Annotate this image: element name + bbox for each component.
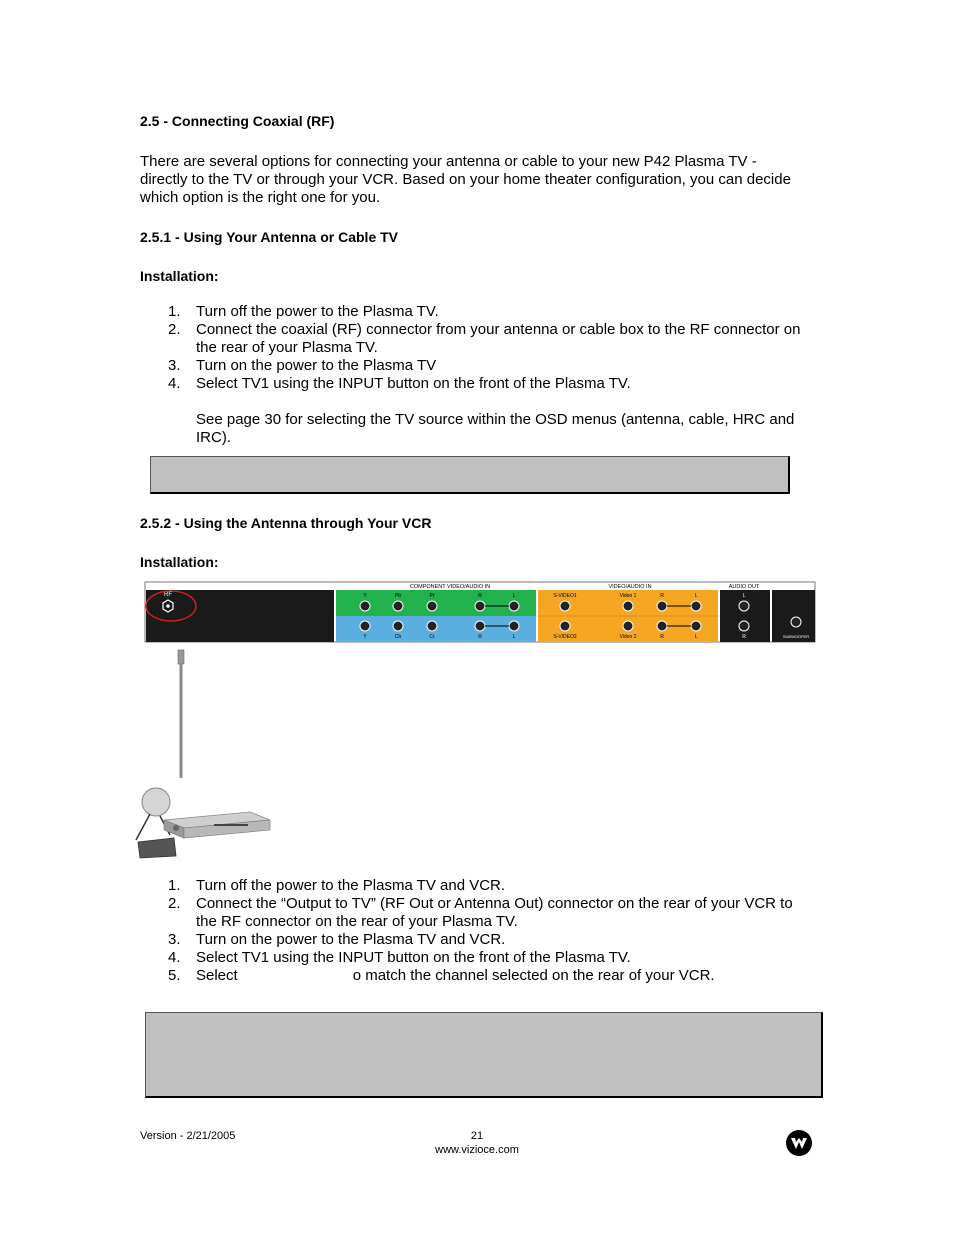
section-intro: There are several options for connecting your antenna or cable to your new P42 Plasma TV - directly to the TV or through your VCR. Based on your home theater configuration, you can decide which option is the right one for you. <box>140 153 791 206</box>
osd-note: See page 30 for selecting the TV source within the OSD menus (antenna, cable, HRC and IRC). <box>196 411 795 446</box>
list-item: 2. Connect the coaxial (RF) connector from your antenna or cable box to the RF connector on the rear of your Plasma TV. <box>168 321 801 356</box>
list-item: 2. Connect the “Output to TV” (RF Out or Antenna Out) connector on the rear of your VCR to the RF connector on the rear of your Plasma TV. <box>168 895 793 930</box>
component-title: COMPONENT VIDEO/AUDIO IN <box>409 584 491 590</box>
list-item: 1. Turn off the power to the Plasma TV and VCR. <box>168 877 506 894</box>
svg-text:Cr: Cr <box>429 634 435 640</box>
section-heading: 2.5 - Connecting Coaxial (RF) <box>140 113 335 129</box>
rf-label: RF <box>164 592 172 598</box>
svg-text:Y: Y <box>363 634 367 640</box>
steps-list-vcr <box>140 877 810 985</box>
list-item: 1. Turn off the power to the Plasma TV. <box>168 303 439 320</box>
svg-text:Pr: Pr <box>429 593 435 599</box>
svg-text:Y: Y <box>363 593 367 599</box>
installation-label: Installation: <box>140 554 219 570</box>
svg-text:Video 1: Video 1 <box>619 593 637 599</box>
svg-text:Pb: Pb <box>394 593 402 599</box>
footer-page-number: 21 <box>470 1130 484 1142</box>
connection-diagram <box>130 580 820 860</box>
svg-text:S-VIDEO1: S-VIDEO1 <box>553 593 577 599</box>
installation-label: Installation: <box>140 268 219 284</box>
list-item: 3. Turn on the power to the Plasma TV and VCR. <box>168 931 506 948</box>
video-title: VIDEO/AUDIO IN <box>608 584 652 590</box>
svg-text:R: R <box>660 593 664 599</box>
list-item: 3. Turn on the power to the Plasma TV <box>168 357 437 374</box>
antenna-dish-icon <box>142 788 170 816</box>
svg-text:R: R <box>478 634 482 640</box>
svg-text:L: L <box>512 593 516 599</box>
footer-version: Version - 2/21/2005 <box>140 1130 236 1142</box>
svg-text:L: L <box>512 634 516 640</box>
rf-panel <box>146 590 334 642</box>
svg-text:L: L <box>694 634 698 640</box>
svg-text:SUBWOOFER: SUBWOOFER <box>782 634 810 639</box>
list-item: 5. Select o match the channel selected on the rear of your VCR. <box>168 967 715 984</box>
svg-text:L: L <box>694 593 698 599</box>
antenna-base <box>138 838 176 858</box>
note-box <box>145 1012 823 1098</box>
subsection-heading-antenna: 2.5.1 - Using Your Antenna or Cable TV <box>140 229 399 245</box>
svg-text:L: L <box>742 593 746 599</box>
list-item: 4. Select TV1 using the INPUT button on the front of the Plasma TV. <box>168 375 631 392</box>
footer-url: www.vizioce.com <box>435 1144 519 1156</box>
svg-text:Video 2: Video 2 <box>619 634 637 640</box>
svg-text:R: R <box>478 593 482 599</box>
list-item: 4. Select TV1 using the INPUT button on the front of the Plasma TV. <box>168 949 631 966</box>
subsection-heading-vcr: 2.5.2 - Using the Antenna through Your VCR <box>140 515 432 531</box>
svg-text:R: R <box>742 634 746 640</box>
svg-text:S-VIDEO2: S-VIDEO2 <box>553 634 577 640</box>
svg-text:Cb: Cb <box>394 634 402 640</box>
steps-list-antenna <box>140 303 810 393</box>
svg-text:R: R <box>660 634 664 640</box>
note-box <box>150 456 790 494</box>
vizio-logo-icon <box>785 1129 813 1157</box>
audio-out-title: AUDIO OUT <box>728 584 760 590</box>
